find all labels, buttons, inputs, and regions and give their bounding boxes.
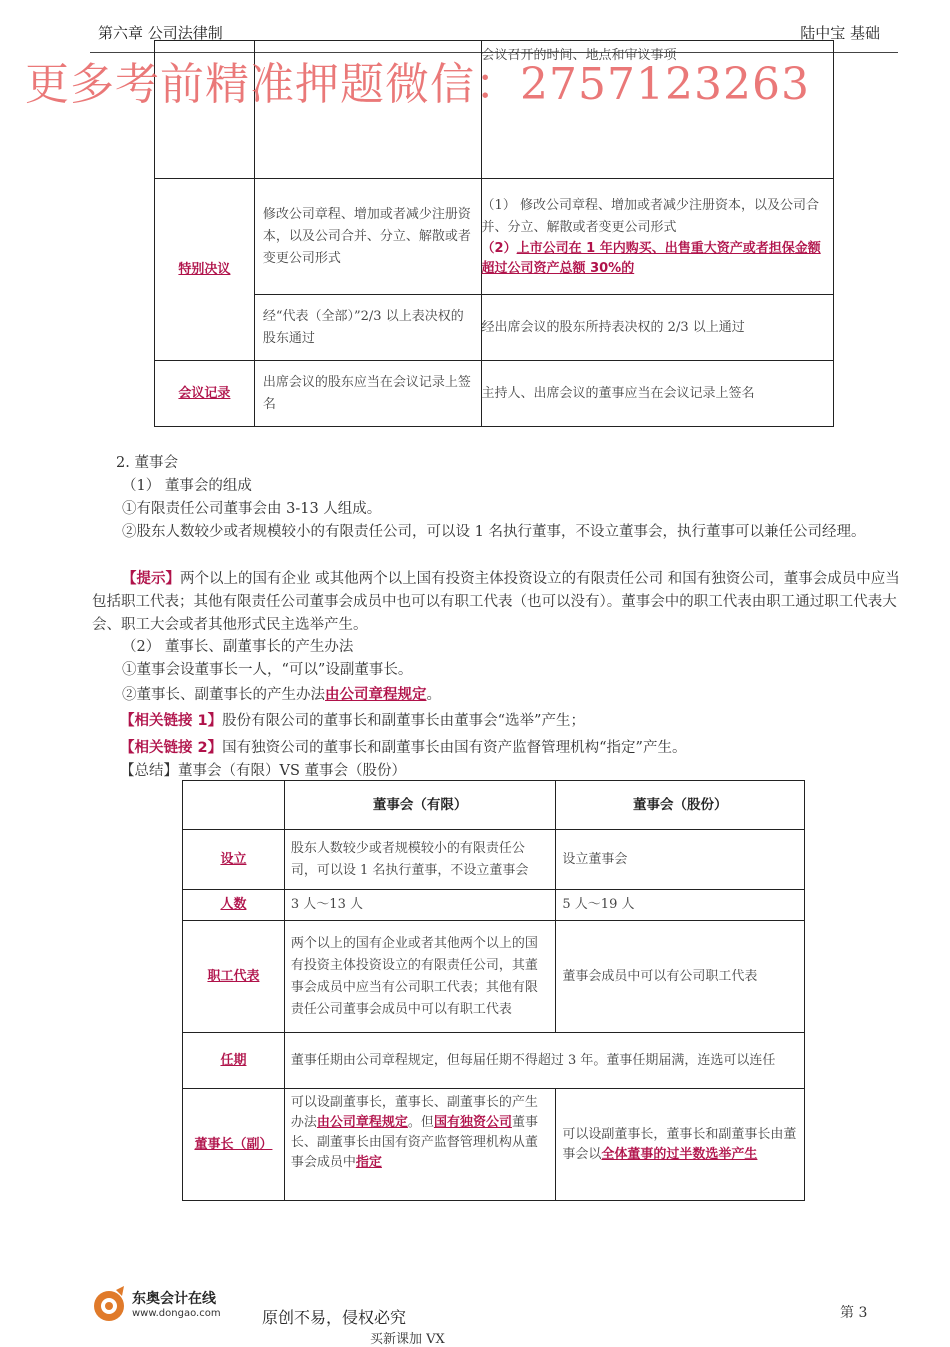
- tip-paragraph: 【提示】两个以上的国有企业 或其他两个以上国有投资主体投资设立的有限责任公司 和国有独资公司，董事会成员中应当包括职工代表；其他有限责任公司董事会成员中也可以有职工代表（也可以没有）。董事会中的职工代表由职工通过职工代表大会、职工大会或者其他形式民主选举产生。: [92, 571, 900, 633]
- summary-label: 【总结】董事会（有限）VS 董事会（股份）: [120, 763, 407, 779]
- brand-name: 东奥会计在线: [132, 1291, 216, 1307]
- footer-note: 买新课加 VX: [370, 1332, 445, 1347]
- table-cell: 出席会议的股东应当在会议记录上签名: [254, 361, 481, 427]
- table-header-row: [183, 781, 805, 830]
- table-cell: 主持人、出席会议的董事应当在会议记录上签名: [481, 361, 833, 427]
- paragraph: ②股东人数较少或者规模较小的有限责任公司，可以设 1 名执行董事，不设立董事会，执行董事可以兼任公司经理。: [122, 524, 866, 540]
- subsection-heading: （2） 董事长、副董事长的产生办法: [122, 639, 354, 655]
- paragraph: ②董事长、副董事长的产生办法由公司章程规定。: [122, 687, 441, 703]
- row-label-establish: 设立: [183, 830, 285, 890]
- table-header: 董事会（股份）: [556, 781, 805, 830]
- subsection-heading: （1） 董事会的组成: [122, 478, 252, 494]
- row-label-chairman: 董事长（副）: [183, 1089, 285, 1201]
- brand-url: www.dongao.com: [132, 1308, 221, 1319]
- section-heading: 2. 董事会: [116, 455, 178, 471]
- special-item-2: （2）上市公司在 1 年内购买、出售重大资产或者担保金额超过公司资产总额 30%的: [481, 240, 821, 276]
- copyright-slogan: 原创不易，侵权必究: [262, 1308, 407, 1327]
- row-label-employee-rep: 职工代表: [183, 921, 285, 1033]
- table-cell: [481, 179, 833, 295]
- paragraph: ①有限责任公司董事会由 3-13 人组成。: [122, 501, 382, 517]
- row-label-term: 任期: [183, 1033, 285, 1089]
- table-cell: 5 人～19 人: [556, 890, 805, 921]
- board-comparison-table: [182, 780, 805, 1201]
- table-cell: 经“代表（全部）”2/3 以上表决权的股东通过: [254, 295, 481, 361]
- table-row: [155, 295, 834, 361]
- table-cell: 可以设副董事长，董事长和副董事长由董事会以全体董事的过半数选举产生: [556, 1089, 805, 1201]
- special-resolution-label: 特别决议: [155, 179, 255, 361]
- related-link-1: 【相关链接 1】股份有限公司的董事长和副董事长由董事会“选举”产生；: [120, 713, 585, 729]
- page-number: 第 3: [840, 1305, 868, 1321]
- table-row: [155, 179, 834, 295]
- table-cell: 经出席会议的股东所持表决权的 2/3 以上通过: [481, 295, 833, 361]
- table-cell: 董事会成员中可以有公司职工代表: [556, 921, 805, 1033]
- table-header: [183, 781, 285, 830]
- meeting-record-label: 会议记录: [155, 361, 255, 427]
- paragraph: ①董事会设董事长一人，“可以”设副董事长。: [122, 662, 413, 678]
- row-label-count: 人数: [183, 890, 285, 921]
- table-cell: 股东人数较少或者规模较小的有限责任公司，可以设 1 名执行董事，不设立董事会: [284, 830, 556, 890]
- table-cell: 3 人～13 人: [284, 890, 556, 921]
- table-row: [183, 1089, 805, 1201]
- header-chapter: 第六章 公司法律制: [98, 24, 223, 42]
- table-cell: 会议召开的时间、地点和审议事项: [481, 41, 833, 179]
- table-cell: 修改公司章程、增加或者减少注册资本，以及公司合并、分立、解散或者变更公司形式: [254, 179, 481, 295]
- related-link-2: 【相关链接 2】国有独资公司的董事长和副董事长由国有资产监督管理机构“指定”产生。: [120, 740, 687, 756]
- table-row: [183, 830, 805, 890]
- table-cell: 设立董事会: [556, 830, 805, 890]
- special-item-1: （1） 修改公司章程、增加或者减少注册资本，以及公司合并、分立、解散或者变更公司形式: [481, 197, 819, 235]
- table-cell: 董事任期由公司章程规定，但每届任期不得超过 3 年。董事任期届满，连选可以连任: [284, 1033, 804, 1089]
- table-cell: 可以设副董事长，董事长、副董事长的产生办法由公司章程规定。但国有独资公司董事长、副董事长由国有资产监督管理机构从董事会成员中指定: [284, 1089, 556, 1201]
- table-row: [155, 361, 834, 427]
- table-row: [183, 890, 805, 921]
- dongao-logo: [92, 1284, 237, 1324]
- table-cell: 两个以上的国有企业或者其他两个以上的国有投资主体投资设立的有限责任公司，其董事会成员中应当有公司职工代表；其他有限责任公司董事会成员中可以有职工代表: [284, 921, 556, 1033]
- watermark: 更多考前精准押题微信：2757123263: [25, 59, 810, 110]
- table-row: [183, 921, 805, 1033]
- header-author: 陆中宝 基础: [800, 24, 880, 42]
- table-row: [183, 1033, 805, 1089]
- table-header: 董事会（有限）: [284, 781, 556, 830]
